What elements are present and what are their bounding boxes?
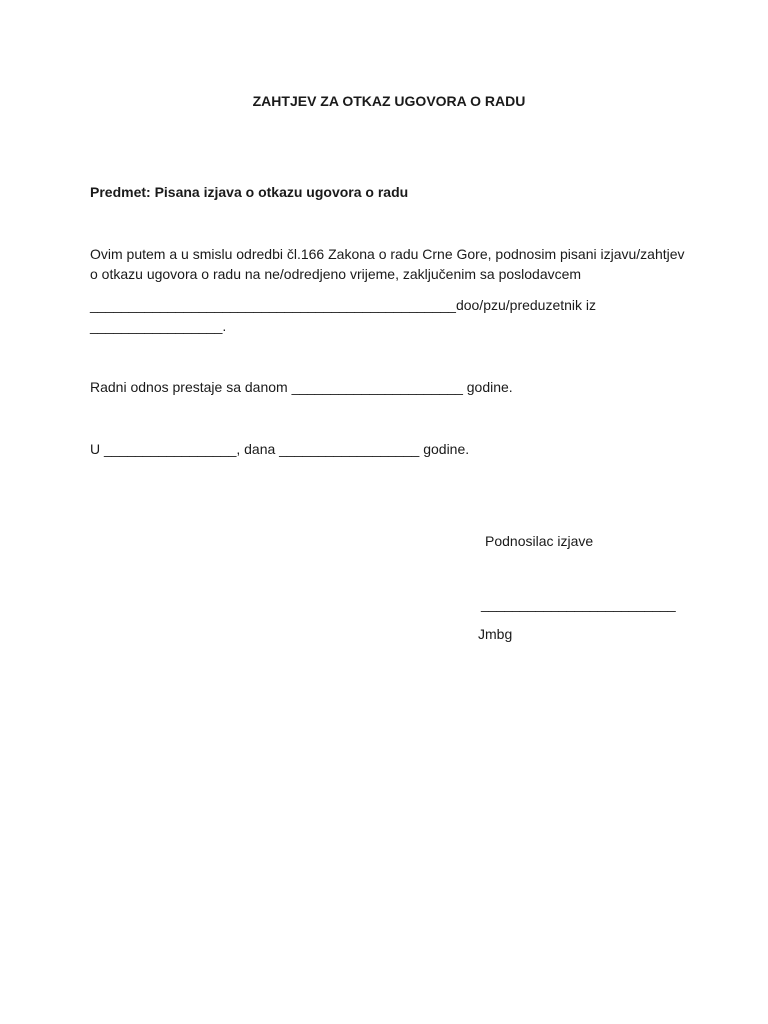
document-title: ZAHTJEV ZA OTKAZ UGOVORA O RADU bbox=[252, 93, 526, 109]
city-blank-line: _________________. bbox=[90, 318, 227, 334]
employer-blank-line: _______________________________________________doo/pzu/preduzetnik iz bbox=[90, 297, 597, 313]
document-subject: Predmet: Pisana izjava o otkazu ugovora o radu bbox=[90, 184, 409, 200]
jmbg-label: Jmbg bbox=[478, 626, 513, 642]
body-line-1: Ovim putem a u smislu odredbi čl.166 Zakona o radu Crne Gore, podnosim pisani izjavu/zahtjev bbox=[90, 246, 685, 262]
place-date-line: U _________________, dana __________________ godine. bbox=[90, 441, 470, 457]
end-date-line: Radni odnos prestaje sa danom ______________________ godine. bbox=[90, 379, 513, 395]
signature-line: _________________________ bbox=[481, 596, 676, 612]
body-line-2: o otkazu ugovora o radu na ne/odredjeno vrijeme, zaključenim sa poslodavcem bbox=[90, 266, 582, 282]
signatory-label: Podnosilac izjave bbox=[485, 533, 594, 549]
